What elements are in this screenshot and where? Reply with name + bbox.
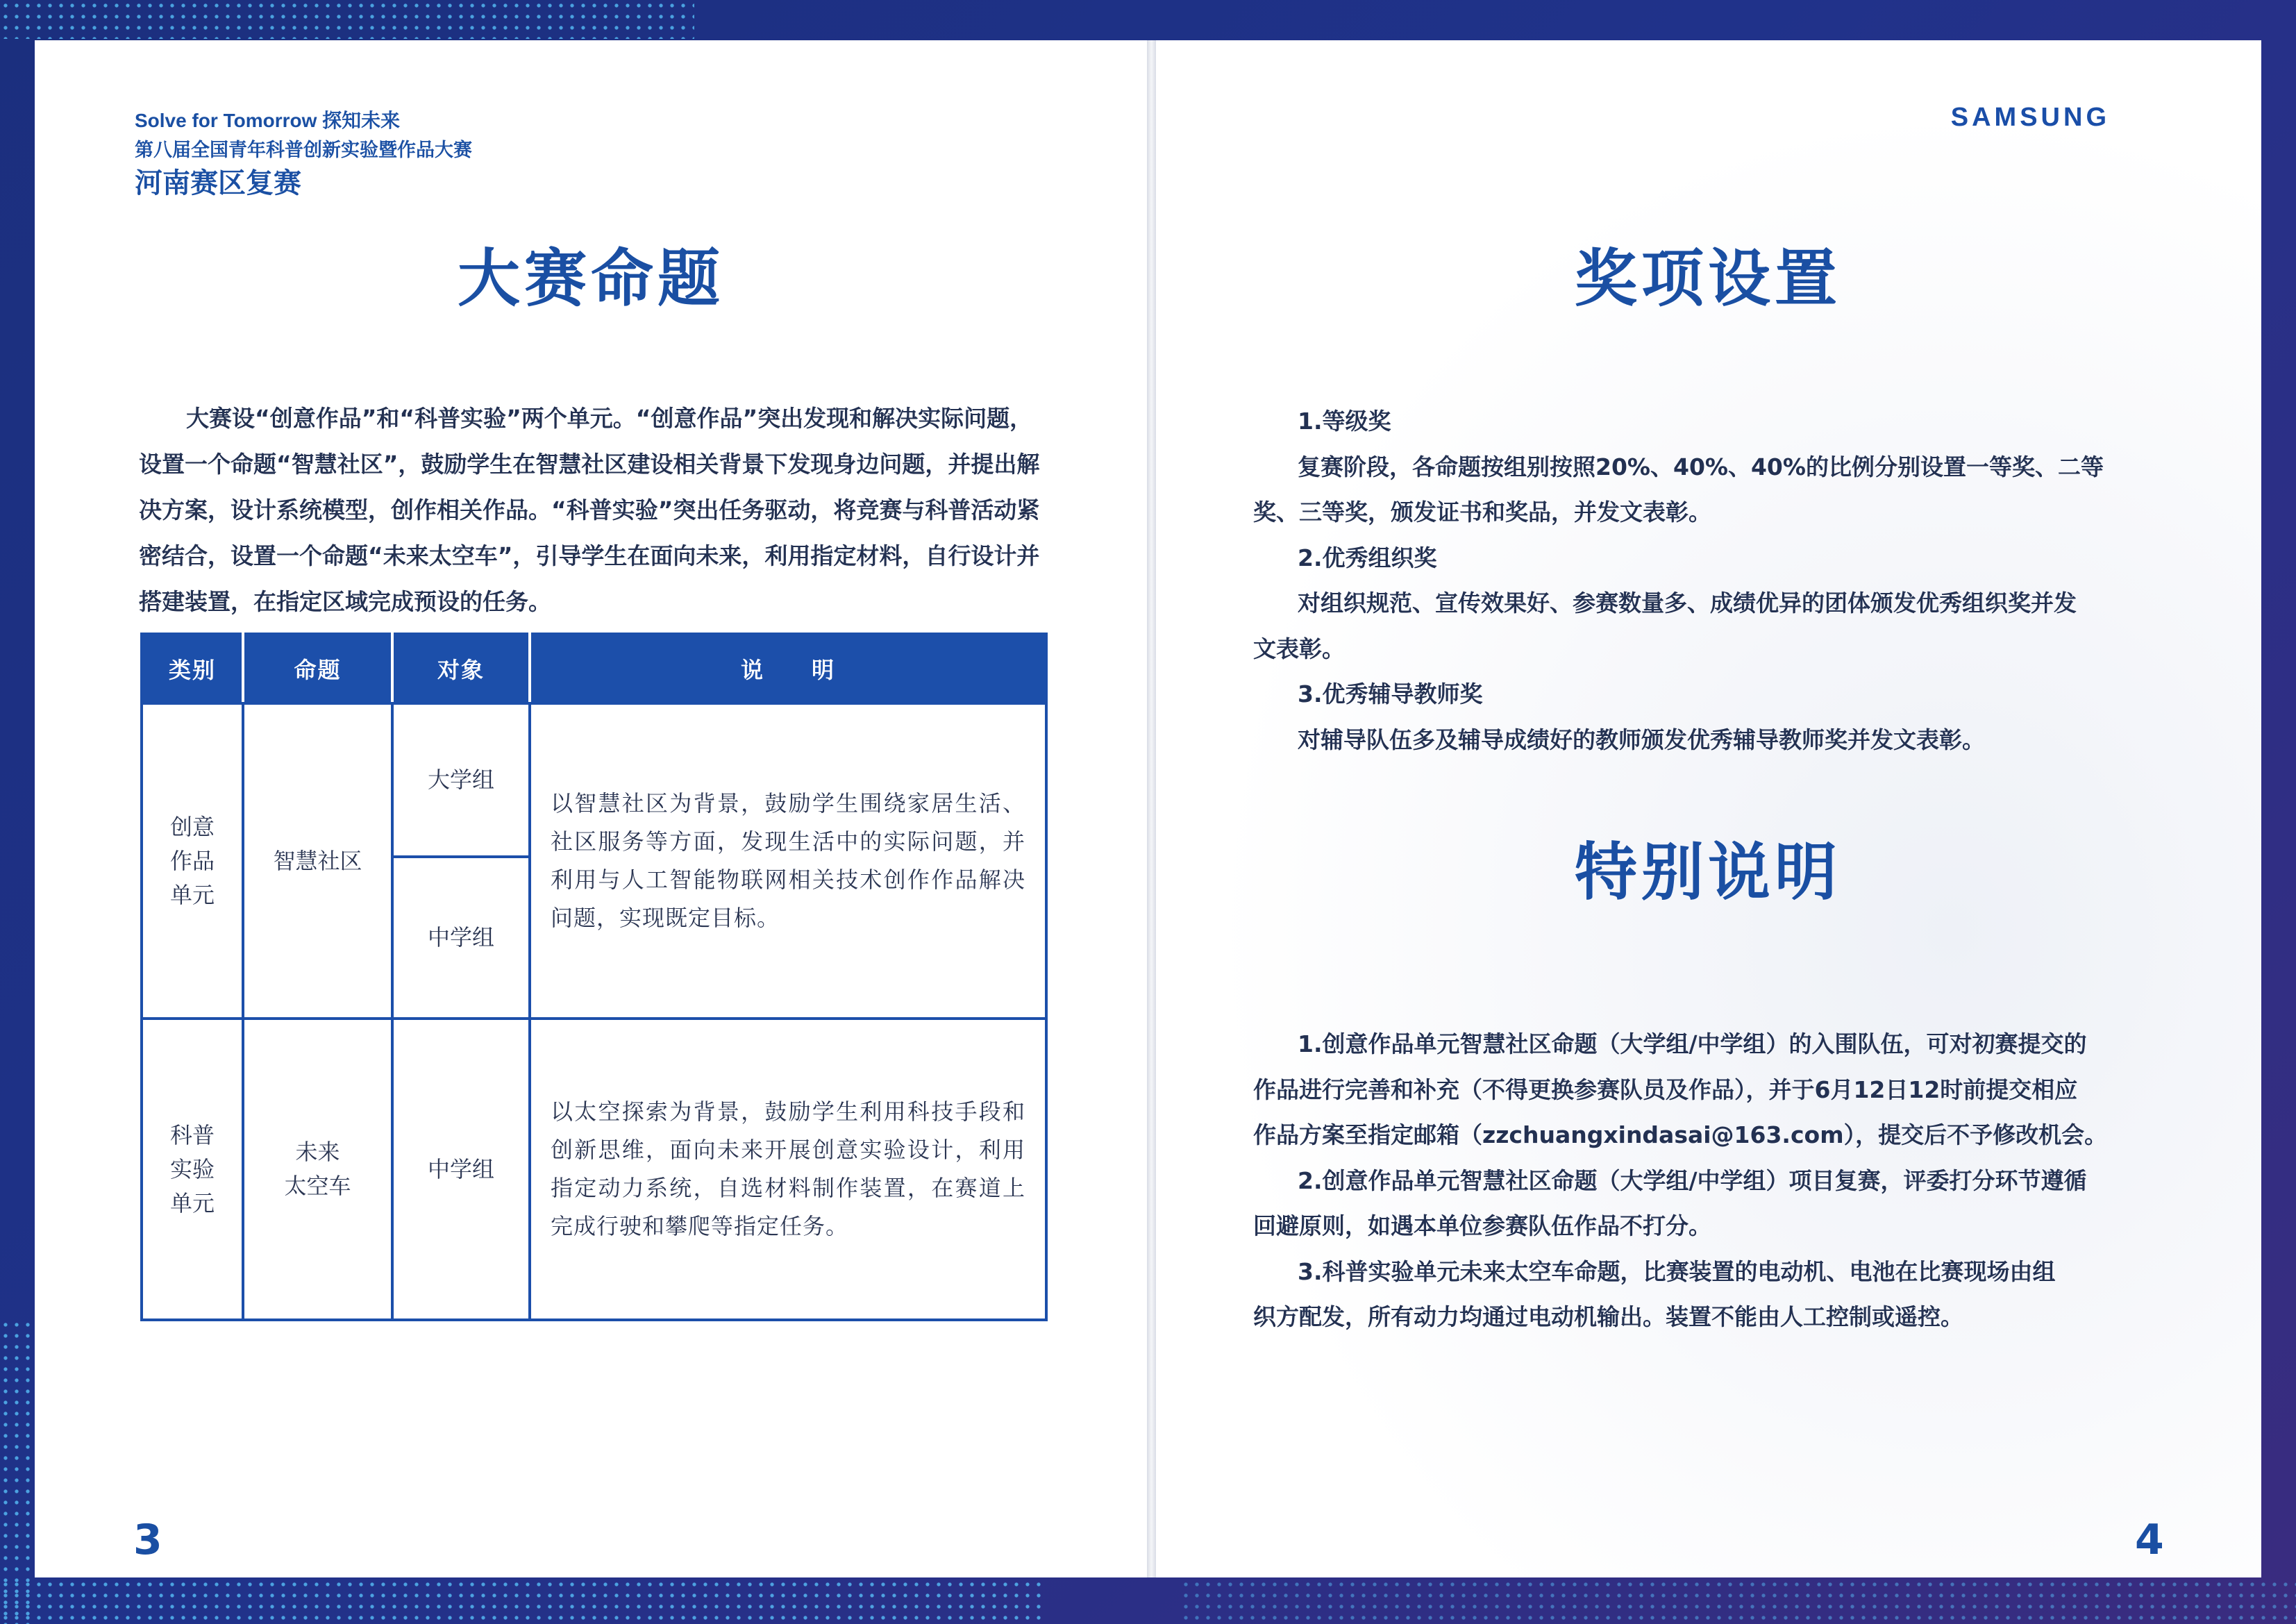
page-title-awards: 奖项设置 (1575, 242, 1841, 315)
slogan: Solve for Tomorrow 探知未来 (135, 110, 401, 131)
cell-topic: 未来 太空车 (243, 1019, 392, 1320)
awards-list (1253, 399, 2104, 762)
cell-category: 创意 作品 单元 (142, 703, 243, 1019)
list-item: 织方配发，所有动力均通过电动机输出。装置不能由人工控制或遥控。 (1253, 1303, 1963, 1330)
cell-description: 以太空探索为背景，鼓励学生利用科技手段和创新思维，面向未来开展创意实验设计，利用指定动力系统，自选材料制作装置，在赛道上完成行驶和攀爬等指定任务。 (530, 1019, 1046, 1320)
cell-category: 科普 实验 单元 (142, 1019, 243, 1320)
table-row (142, 1019, 1046, 1320)
header-target: 对象 (392, 634, 530, 703)
list-item: 回避原则，如遇本单位参赛队伍作品不打分。 (1253, 1212, 1711, 1239)
left-page (35, 40, 1147, 1577)
header-description: 说 明 (530, 634, 1046, 703)
cell-target: 中学组 (392, 857, 530, 1019)
page-title-special-notes: 特别说明 (1575, 836, 1841, 909)
list-item: 3.优秀辅导教师奖 (1298, 680, 1483, 708)
list-item: 2.优秀组织奖 (1298, 544, 1437, 571)
table-header-row (142, 634, 1046, 703)
cell-target: 中学组 (392, 1019, 530, 1320)
region-name: 河南赛区复赛 (135, 167, 301, 199)
list-item: 3.科普实验单元未来太空车命题，比赛装置的电动机、电池在比赛现场由组 (1298, 1257, 2056, 1285)
page-fold (1147, 40, 1156, 1577)
list-item: 奖、三等奖，颁发证书和奖品，并发文表彰。 (1253, 499, 1711, 526)
table-row (142, 703, 1046, 857)
cell-target: 大学组 (392, 703, 530, 857)
header-category: 类别 (142, 634, 243, 703)
list-item: 文表彰。 (1253, 635, 1345, 662)
list-item: 作品方案至指定邮箱（zzchuangxindasai@163.com），提交后不予修改机会。 (1253, 1121, 2108, 1148)
list-item: 1.等级奖 (1298, 408, 1391, 435)
page-number: 4 (2135, 1516, 2164, 1564)
page-title-contest-topics: 大赛命题 (458, 242, 724, 315)
topic-table (140, 633, 1048, 1321)
list-item: 作品进行完善和补充（不得更换参赛队员及作品），并于6月12日12时前提交相应 (1253, 1075, 2078, 1103)
list-item: 1.创意作品单元智慧社区命题（大学组/中学组）的入围队伍，可对初赛提交的 (1298, 1030, 2087, 1057)
list-item: 复赛阶段，各命题按组别按照20%、40%、40%的比例分别设置一等奖、二等 (1298, 453, 2104, 480)
header-topic: 命题 (243, 634, 392, 703)
frame-dot-pattern-left-edge (0, 1319, 33, 1624)
samsung-logo: SAMSUNG (1950, 103, 2110, 132)
frame-dot-pattern-top-left (0, 0, 694, 39)
frame-dot-pattern-bottom-left (0, 1579, 1041, 1624)
right-page (1156, 40, 2261, 1577)
list-item: 2.创意作品单元智慧社区命题（大学组/中学组）项目复赛，评委打分环节遵循 (1298, 1166, 2087, 1194)
notes-list (1253, 1021, 2107, 1340)
frame-dot-pattern-bottom-right (1180, 1579, 2296, 1624)
intro-paragraph (139, 396, 1047, 625)
contest-name: 第八届全国青年科普创新实验暨作品大赛 (135, 140, 472, 161)
intro-text: 大赛设“创意作品”和“科普实验”两个单元。“创意作品”突出发现和解决实际问题，设置一个命题“智慧社区”，鼓励学生在智慧社区建设相关背景下发现身边问题，并提出解决方案，设计系统模型，创作相关作品。“科普实验”突出任务驱动，将竞赛与科普活动紧密结合，设置一个命题“未来太空车”，引导学生在面向未来，利用指定材料，自行设计并搭建装置，在指定区域完成预设的任务。 (139, 405, 1040, 615)
list-item: 对组织规范、宣传效果好、参赛数量多、成绩优异的团体颁发优秀组织奖并发 (1298, 589, 2077, 617)
cell-topic: 智慧社区 (243, 703, 392, 1019)
page-number: 3 (133, 1516, 162, 1564)
cell-description: 以智慧社区为背景，鼓励学生围绕家居生活、社区服务等方面，发现生活中的实际问题，并利用与人工智能物联网相关技术创作作品解决问题，实现既定目标。 (530, 703, 1046, 1019)
list-item: 对辅导队伍多及辅导成绩好的教师颁发优秀辅导教师奖并发文表彰。 (1298, 726, 1985, 753)
